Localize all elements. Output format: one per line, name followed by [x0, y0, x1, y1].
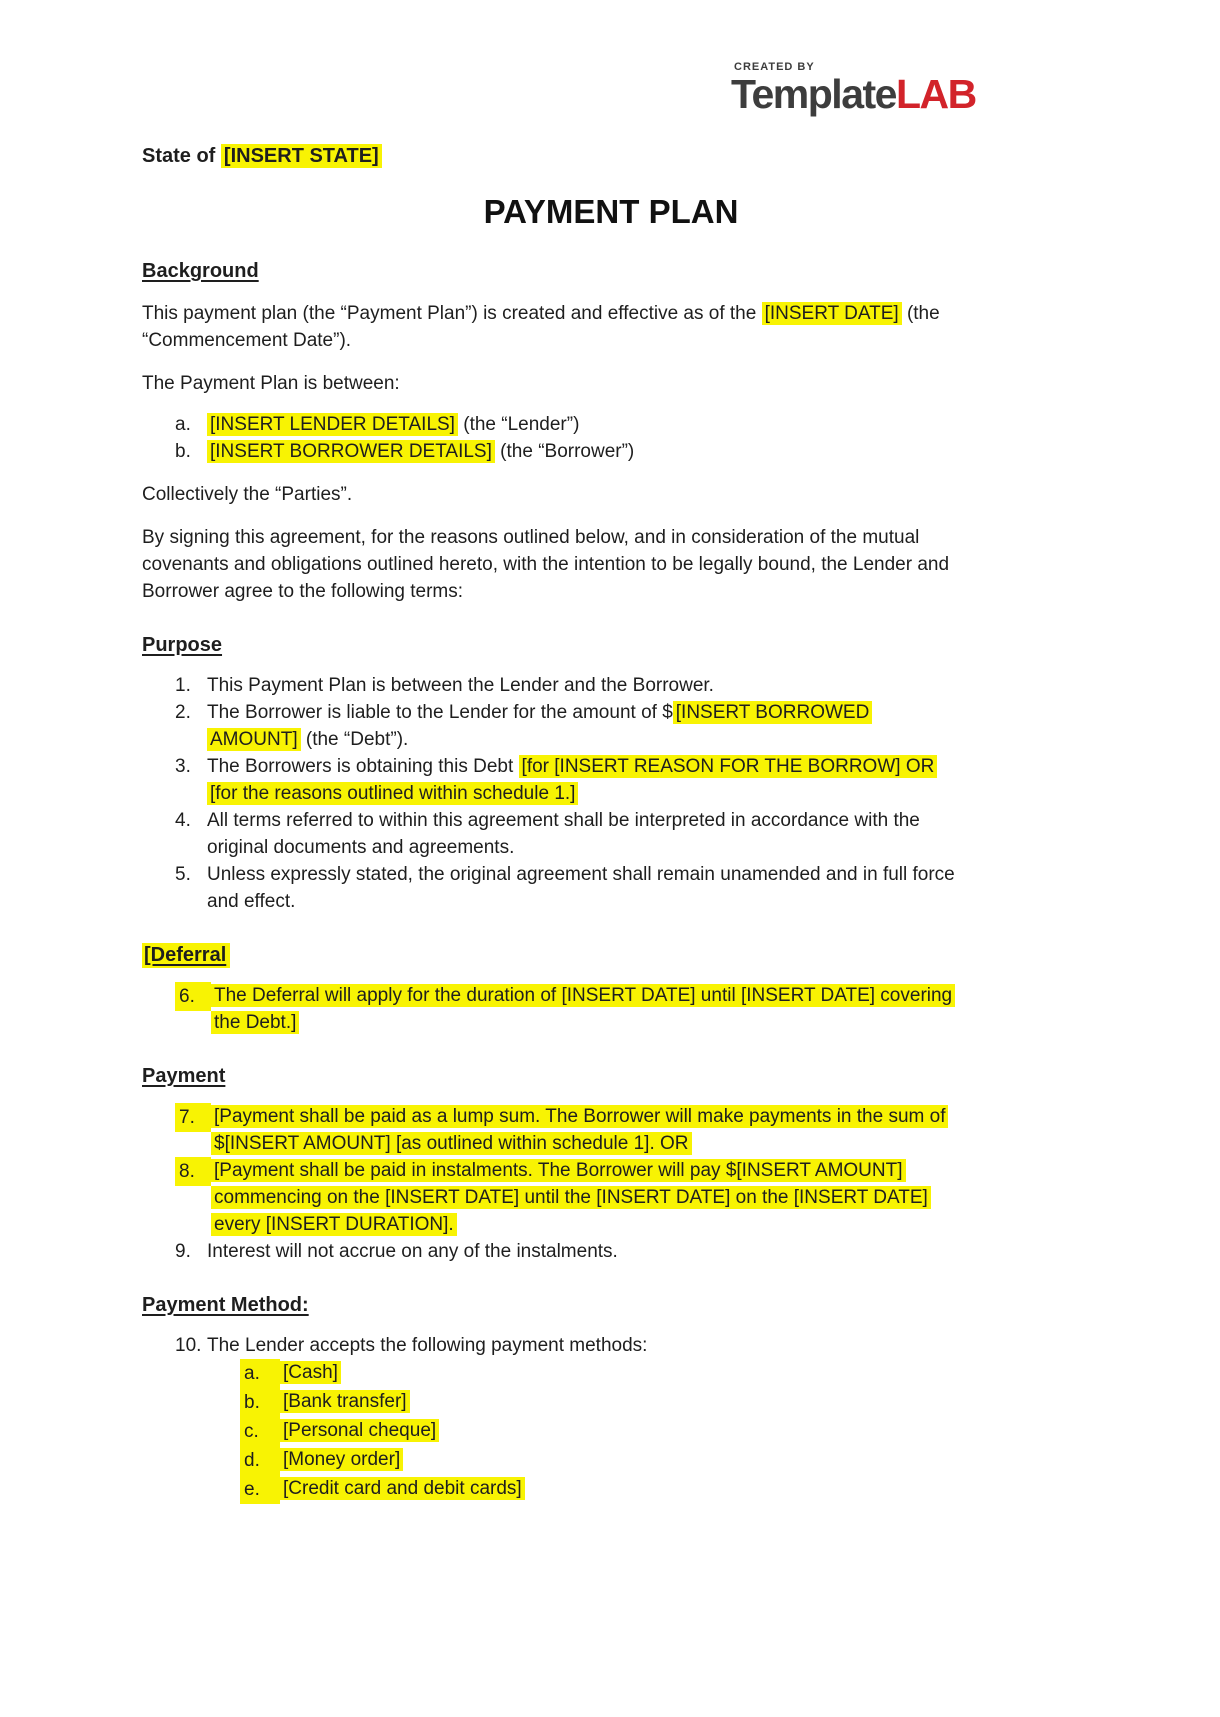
list-item-purpose-4: [175, 807, 1080, 861]
logo-brand-text: [731, 71, 976, 117]
list-item-borrower: [175, 438, 1080, 465]
list-item-text: [Payment shall be paid in instalments. The Borrower will pay $[INSERT AMOUNT] commencing on the [INSERT DATE] until the [INSERT DATE] on the [INSERT DATE] every [INSERT DURATION].: [211, 1157, 966, 1238]
list-item-purpose-3: [175, 753, 1080, 807]
page-title: PAYMENT PLAN: [483, 193, 739, 230]
logo-brand-lab: LAB: [895, 71, 976, 117]
heading-payment: Payment: [142, 1065, 226, 1087]
list-marker: 4.: [175, 810, 191, 831]
templatelab-logo: [731, 61, 976, 117]
heading-background: Background: [142, 260, 259, 282]
list-item-method-cash: [240, 1359, 1080, 1388]
list-item-payment-8: [175, 1157, 1080, 1238]
list-item-text: [Cash]: [280, 1359, 341, 1386]
list-item-payment-9: [175, 1238, 1080, 1265]
list-item-lender: [175, 411, 1080, 438]
list-marker: b.: [175, 441, 191, 462]
list-item-text: This Payment Plan is between the Lender and the Borrower.: [207, 675, 714, 696]
list-item-text: Interest will not accrue on any of the instalments.: [207, 1241, 618, 1262]
list-marker: e.: [240, 1475, 280, 1504]
logo-brand-template: Template: [731, 71, 896, 117]
list-marker: 6.: [175, 982, 211, 1011]
purpose-list: [175, 672, 1080, 915]
heading-deferral: [Deferral: [142, 942, 1080, 968]
list-marker: 2.: [175, 702, 191, 723]
list-item-payment-methods-10: [175, 1332, 1080, 1359]
list-marker: c.: [240, 1417, 280, 1446]
list-item-text: The Borrower is liable to the Lender for the amount of $ [INSERT BORROWED AMOUNT] (the “Debt”).: [207, 699, 962, 753]
list-item-method-money-order: [240, 1446, 1080, 1475]
payment-list: [175, 1103, 1080, 1265]
logo-created-by-text: CREATED BY: [734, 61, 815, 73]
list-item-method-personal-cheque: [240, 1417, 1080, 1446]
list-item-text: [Credit card and debit cards]: [280, 1475, 525, 1502]
list-marker: a.: [240, 1359, 280, 1388]
heading-payment-method: Payment Method:: [142, 1294, 309, 1316]
list-item-text: [Payment shall be paid as a lump sum. The Borrower will make payments in the sum of $[INSERT AMOUNT] [as outlined within schedule 1]. OR: [211, 1103, 966, 1157]
state-line: State of [INSERT STATE]: [142, 143, 1080, 169]
list-item-purpose-5: [175, 861, 1080, 915]
list-marker: 7.: [175, 1103, 211, 1132]
list-item-purpose-2: [175, 699, 1080, 753]
paragraph-collectively: Collectively the “Parties”.: [142, 484, 353, 505]
deferral-list: [175, 982, 1080, 1036]
paragraph-between: The Payment Plan is between:: [142, 373, 400, 394]
list-item-text: [Personal cheque]: [280, 1417, 439, 1444]
list-item-purpose-1: [175, 672, 1080, 699]
parties-list: [175, 411, 1080, 465]
list-marker: a.: [175, 414, 191, 435]
list-item-text: The Borrowers is obtaining this Debt [for [INSERT REASON FOR THE BORROW] OR [for the reasons outlined within schedule 1.]: [207, 753, 962, 807]
list-item-method-credit-debit-cards: [240, 1475, 1080, 1504]
list-item-text: Unless expressly stated, the original agreement shall remain unamended and in full force and effect.: [207, 864, 955, 912]
paragraph-effective-date: This payment plan (the “Payment Plan”) is created and effective as of the [INSERT DATE] (the “Commencement Date”).: [142, 303, 940, 351]
list-item-text: [Money order]: [280, 1446, 403, 1473]
list-marker: 10.: [175, 1335, 202, 1356]
payment-method-list: [175, 1332, 1080, 1359]
list-item-text: [INSERT BORROWER DETAILS] (the “Borrower”): [207, 438, 634, 465]
list-item-payment-7: [175, 1103, 1080, 1157]
list-item-text: All terms referred to within this agreement shall be interpreted in accordance with the original documents and agreements.: [207, 810, 920, 858]
list-item-text: The Deferral will apply for the duration of [INSERT DATE] until [INSERT DATE] covering the Debt.]: [211, 982, 966, 1036]
list-marker: 9.: [175, 1241, 191, 1262]
list-item-text: The Lender accepts the following payment methods:: [207, 1335, 648, 1356]
list-marker: 5.: [175, 864, 191, 885]
paragraph-by-signing: By signing this agreement, for the reasons outlined below, and in consideration of the mutual covenants and obligations outlined hereto, with the intention to be legally bound, the Lender and Borrower agree to the following terms:: [142, 527, 950, 602]
payment-method-options: [240, 1359, 1080, 1504]
list-item-text: [Bank transfer]: [280, 1388, 410, 1415]
heading-purpose: Purpose: [142, 634, 223, 656]
list-item-text: [INSERT LENDER DETAILS] (the “Lender”): [207, 411, 579, 438]
list-item-method-bank-transfer: [240, 1388, 1080, 1417]
list-marker: 8.: [175, 1157, 211, 1186]
list-marker: 3.: [175, 756, 191, 777]
list-marker: d.: [240, 1446, 280, 1475]
list-item-deferral-6: [175, 982, 1080, 1036]
list-marker: b.: [240, 1388, 280, 1417]
list-marker: 1.: [175, 675, 191, 696]
